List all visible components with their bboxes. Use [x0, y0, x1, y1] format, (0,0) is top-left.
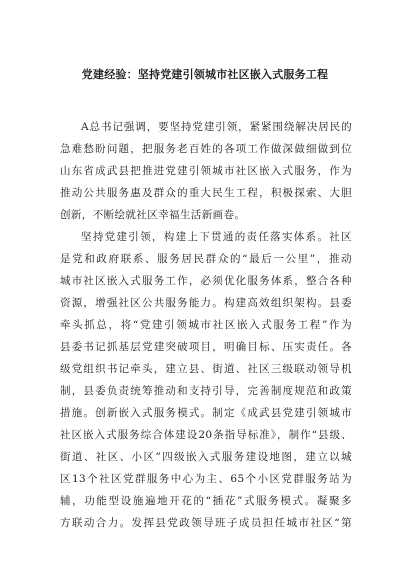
paragraph-line: 辅，功能型设施遍地开花的“插花”式服务模式。凝聚多 — [60, 495, 352, 507]
document-body — [60, 116, 352, 534]
paragraph-line: 坚持党建引领，构建上下贯通的责任落实体系。社区 — [81, 231, 352, 243]
paragraph-line: 是党和政府联系、服务居民群众的“最后一公里”，推动 — [60, 253, 352, 265]
paragraph-line: 推动公共服务惠及群众的重大民生工程，积极探索、大胆 — [60, 187, 352, 199]
paragraph-line: 区13个社区党群服务中心为主、65个小区党群服务站为 — [60, 473, 352, 485]
paragraph-line: 街道、社区、小区”四级嵌入式服务建设地图，建立以城 — [60, 451, 352, 463]
paragraph-line: 资源，增强社区公共服务能力。构建高效组织架构。县委 — [60, 297, 352, 309]
paragraph-line: 方联动合力。发挥县党政领导班子成员担任城市社区“第 — [60, 517, 352, 529]
paragraph-line: 城市社区嵌入式服务工作，必须优化服务体系，整合各种 — [60, 275, 352, 287]
paragraph-line: 牵头抓总，将“党建引领城市社区嵌入式服务工程”作为 — [60, 319, 352, 331]
paragraph-line: 措施。创新嵌入式服务模式。制定《成武县党建引领城市 — [60, 407, 352, 419]
paragraph-line: 县委书记抓基层党建突破项目，明确目标、压实责任。各 — [60, 341, 352, 353]
paragraph-line: 急难愁盼问题，把服务老百姓的各项工作做深做细做到位 — [60, 143, 352, 155]
paragraph-line: 社区嵌入式服务综合体建设20条指导标准》，制作“县级、 — [60, 429, 352, 441]
paragraph-line: 山东省成武县把推进党建引领城市社区嵌入式服务，作为 — [60, 165, 352, 177]
paragraph-line: A总书记强调，要坚持党建引领，紧紧围绕解决居民的 — [81, 121, 352, 133]
document-title: 党建经验：坚持党建引领城市社区嵌入式服务工程 — [81, 68, 329, 81]
paragraph-line: 创新，不断绘就社区幸福生活新画卷。 — [60, 209, 246, 221]
paragraph-line: 制，县委负责统筹推动和支持引导，完善制度规范和政策 — [60, 385, 352, 397]
paragraph-line: 级党组织书记牵头，建立县、街道、社区三级联动领导机 — [60, 363, 352, 375]
